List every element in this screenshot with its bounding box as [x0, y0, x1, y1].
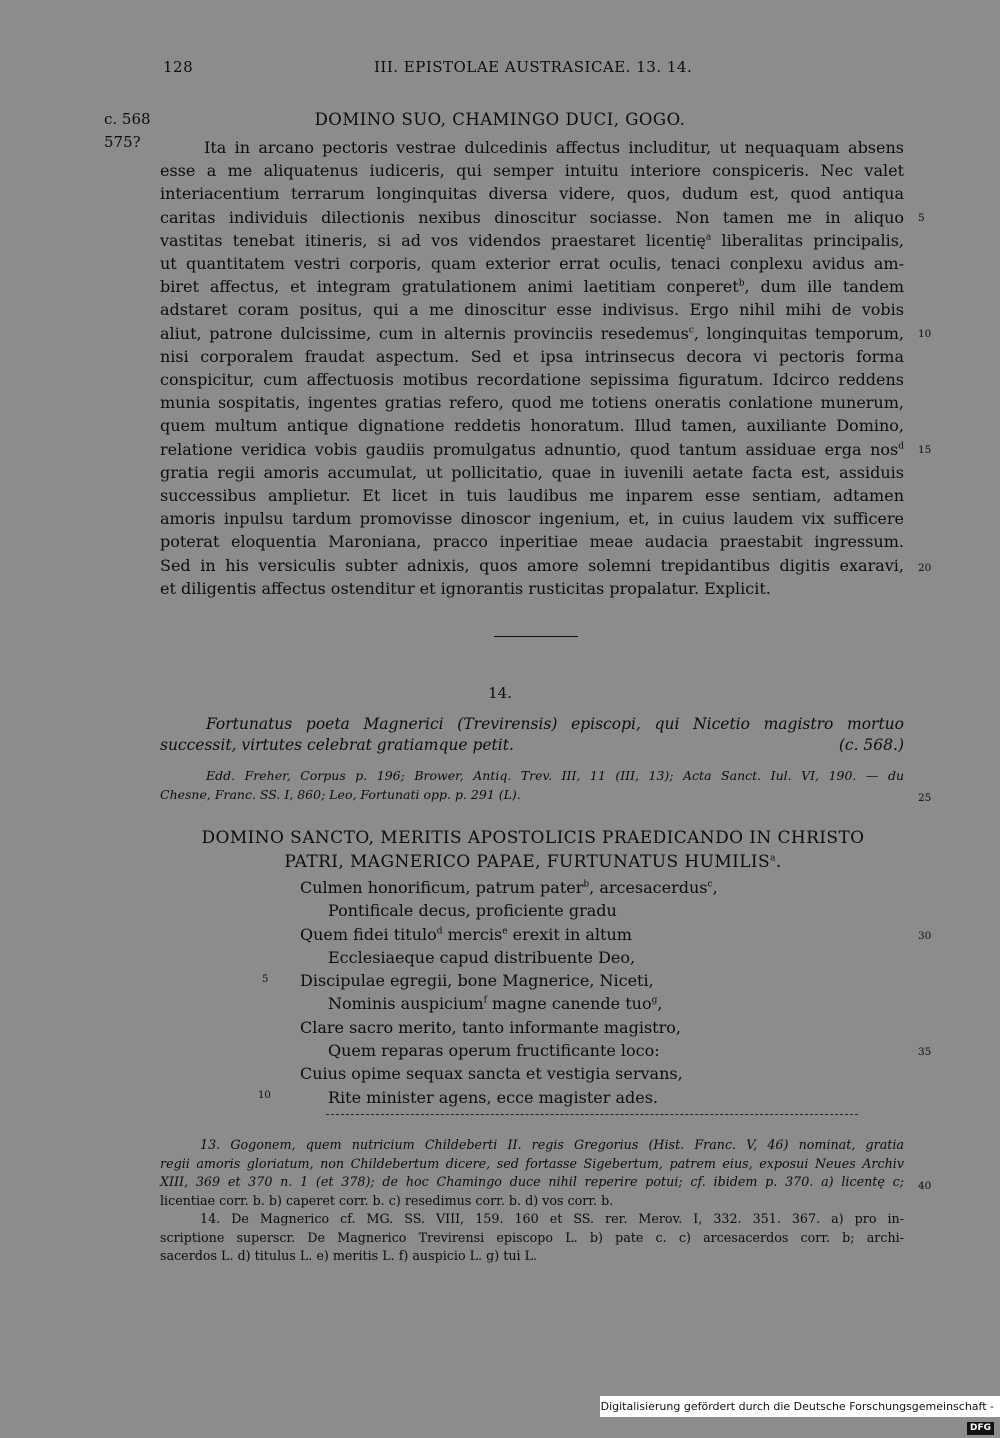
verse-number: 5	[262, 974, 269, 985]
text-line: successibus amplietur. Et licet in tuis laudibus me inparem esse sentiam, adtamen	[160, 486, 904, 506]
letter13-title: DOMINO SUO, CHAMINGO DUCI, GOGO.	[314, 110, 686, 129]
verse-line: Cuius opime sequax sancta et vestigia servans,	[300, 1064, 683, 1084]
text-line: aliut, patrone dulcissime, cum in alternis provinciis resedemus$^c$, longinquitas temporum,	[160, 323, 904, 343]
text-line: amoris inpulsu tardum promovisse dinoscor ingenium, et, in cuius laudem vix sufficere	[160, 509, 904, 529]
verse-line: Rite minister agens, ecce magister ades.	[328, 1087, 659, 1107]
verse-number: 10	[258, 1090, 271, 1101]
text-line: Sed in his versiculis subter adnixis, quos amore solemni trepidantibus digitis exaravi,	[160, 555, 904, 575]
line-number: 30	[918, 930, 932, 942]
editions-line: Edd. Freher, Corpus p. 196; Brower, Antiq. Trev. III, 11 (III, 13); Acta Sanct. Iul. VI, 190. — du	[206, 768, 904, 783]
line-number: 35	[918, 1046, 932, 1058]
text-line: poterat eloquentia Maroniana, pracco inperitiae meae audacia praestabit ingressum.	[160, 532, 904, 552]
verse-line: Quem fidei titulo$^d$ mercis$^e$ erexit in altum	[300, 924, 632, 944]
section-divider	[494, 636, 578, 637]
verse-line: Discipulae egregii, bone Magnerice, Niceti,	[300, 971, 654, 991]
summary-line: Fortunatus poeta Magnerici (Trevirensis) episcopi, qui Nicetio magistro mortuo	[206, 715, 904, 733]
margin-date-1: c. 568	[104, 110, 151, 128]
note-line: regii amoris gloriatum, non Childebertum dicere, sed fortasse Sigebertum, patrem eius, exposui Neues Archiv	[160, 1155, 904, 1171]
letter14-summary	[160, 714, 904, 756]
note-line: scriptione superscr. De Magnerico Trevirensi episcopo L. b) pate c. c) arcesacerdos corr. b; archi-	[160, 1229, 904, 1245]
text-line: esse a me aliquatenus iudiceris, qui semper intuitu interiore conspiceris. Nec valet	[160, 161, 904, 181]
funding-footer	[600, 1396, 1000, 1433]
text-line: et diligentis affectus ostenditur et ignorantis rusticitas propalatur. Explicit.	[160, 578, 771, 598]
footer-text: Digitalisierung gefördert durch die Deutsche Forschungsgemeinschaft -	[600, 1400, 994, 1413]
running-title: III. EPISTOLAE AUSTRASICAE. 13. 14.	[374, 58, 693, 76]
text-line: interiacentium terrarum longinquitas diversa videre, quos, dudum est, quod antiqua	[160, 184, 904, 204]
note-line: sacerdos L. d) titulus L. e) meritis L. f) auspicio L. g) tui L.	[160, 1248, 538, 1263]
footnote-mark: d	[898, 441, 904, 452]
verse-line: Ecclesiaeque capud distribuente Deo,	[328, 947, 636, 967]
footnotes	[160, 1136, 904, 1266]
verse-line: Culmen honorificum, patrum pater$^b$, arcesacerdus$^c$,	[300, 878, 718, 897]
text-line: relatione veridica vobis gaudiis promulgatus adnuntio, quod tantum assiduae erga nos$^d$	[160, 439, 904, 459]
text-line: caritas individuis dilectionis nexibus dinoscitur sociasse. Non tamen me in aliquo	[160, 207, 904, 227]
text-line: vastitas tenebat itineris, si ad vos videndos praestaret licentię$^a$ liberalitas principalis,	[160, 230, 905, 250]
verse-line: Clare sacro merito, tanto informante magistro,	[300, 1017, 681, 1037]
title-line: PATRI, MAGNERICO PAPAE, FURTUNATUS HUMILIS$^a$.	[284, 852, 782, 872]
text-line: ut quantitatem vestri corporis, quam exterior errat oculis, tenaci conplexu avidus am-	[160, 254, 904, 274]
title-line: DOMINO SANCTO, MERITIS APOSTOLICIS PRAEDICANDO IN CHRISTO	[201, 828, 865, 848]
page-number: 128	[163, 58, 194, 76]
editions-line: Chesne, Franc. SS. I, 860; Leo, Fortunati opp. p. 291 (L).	[160, 787, 521, 802]
line-number: 40	[918, 1180, 932, 1192]
letter14-number: 14.	[488, 684, 512, 702]
note-line: 13. Gogonem, quem nutricium Childeberti II. regis Gregorius (Hist. Franc. V, 46) nominat, gratia	[200, 1137, 904, 1152]
footnote-mark: a	[705, 232, 712, 243]
margin-date-2: 575?	[104, 133, 141, 151]
text-line: Ita in arcano pectoris vestrae dulcedinis affectus includitur, ut nequaquam absens	[204, 138, 904, 157]
text-line: adstaret coram positus, qui a me dinoscitur esse indivisus. Ergo nihil mihi de vobis	[160, 300, 904, 320]
verse-line: Nominis auspicium$^f$ magne canende tuo$^g$,	[328, 994, 663, 1014]
verse-line: Pontificale decus, proficiente gradu	[328, 901, 617, 921]
line-number: 25	[918, 792, 932, 804]
poem	[300, 876, 718, 1109]
line-number: 20	[918, 562, 932, 574]
line-number: 10	[918, 328, 932, 340]
footnote-mark: b	[738, 278, 745, 289]
text-line: munia sospitatis, ingentes gratias refero, quod me totiens oneratis conlatione munerum,	[160, 393, 904, 413]
summary-line: successit, virtutes celebrat gratiamque petit. (c. 568.)	[160, 736, 904, 754]
note-line: XIII, 369 et 370 n. 1 (et 378); de hoc Chamingo duce nihil reperire potui; cf. ibidem p. 370. a) licentę c;	[160, 1174, 904, 1189]
text-line: biret affectus, et integram gratulationem animi laetitiam conperet$^b$, dum ille tandem	[160, 277, 904, 297]
footnote-mark: a	[770, 853, 776, 864]
letter13-body	[160, 136, 904, 600]
footnote-rule	[326, 1114, 858, 1115]
footnote-mark: c	[688, 325, 694, 336]
editions-note	[160, 766, 904, 804]
line-number: 15	[918, 444, 932, 456]
verse-line: Quem reparas operum fructificante loco:	[328, 1041, 660, 1061]
note-line: licentiae corr. b. b) caperet corr. b. c) resedimus corr. b. d) vos corr. b.	[160, 1192, 614, 1208]
letter14-title	[0, 826, 1000, 874]
dfg-logo: DFG	[967, 1422, 994, 1435]
text-line: quem multum antique dignatione reddetis honoratum. Illud tamen, auxiliante Domino,	[160, 416, 904, 436]
note-line: 14. De Magnerico cf. MG. SS. VIII, 159. 160 et SS. rer. Merov. I, 332. 351. 367. a) pro in-	[200, 1211, 904, 1226]
line-number: 5	[918, 212, 925, 224]
text-line: gratia regii amoris accumulat, ut pollicitatio, quae in iuvenili aetate facta est, assiduis	[160, 462, 904, 482]
text-line: nisi corporalem fraudat aspectum. Sed et ipsa intrinsecus decora vi pectoris forma	[160, 346, 904, 366]
summary-date: (c. 568.)	[838, 736, 904, 754]
text-line: conspicitur, cum affectuosis motibus recordatione sepissima figuratum. Idcirco reddens	[160, 370, 904, 390]
